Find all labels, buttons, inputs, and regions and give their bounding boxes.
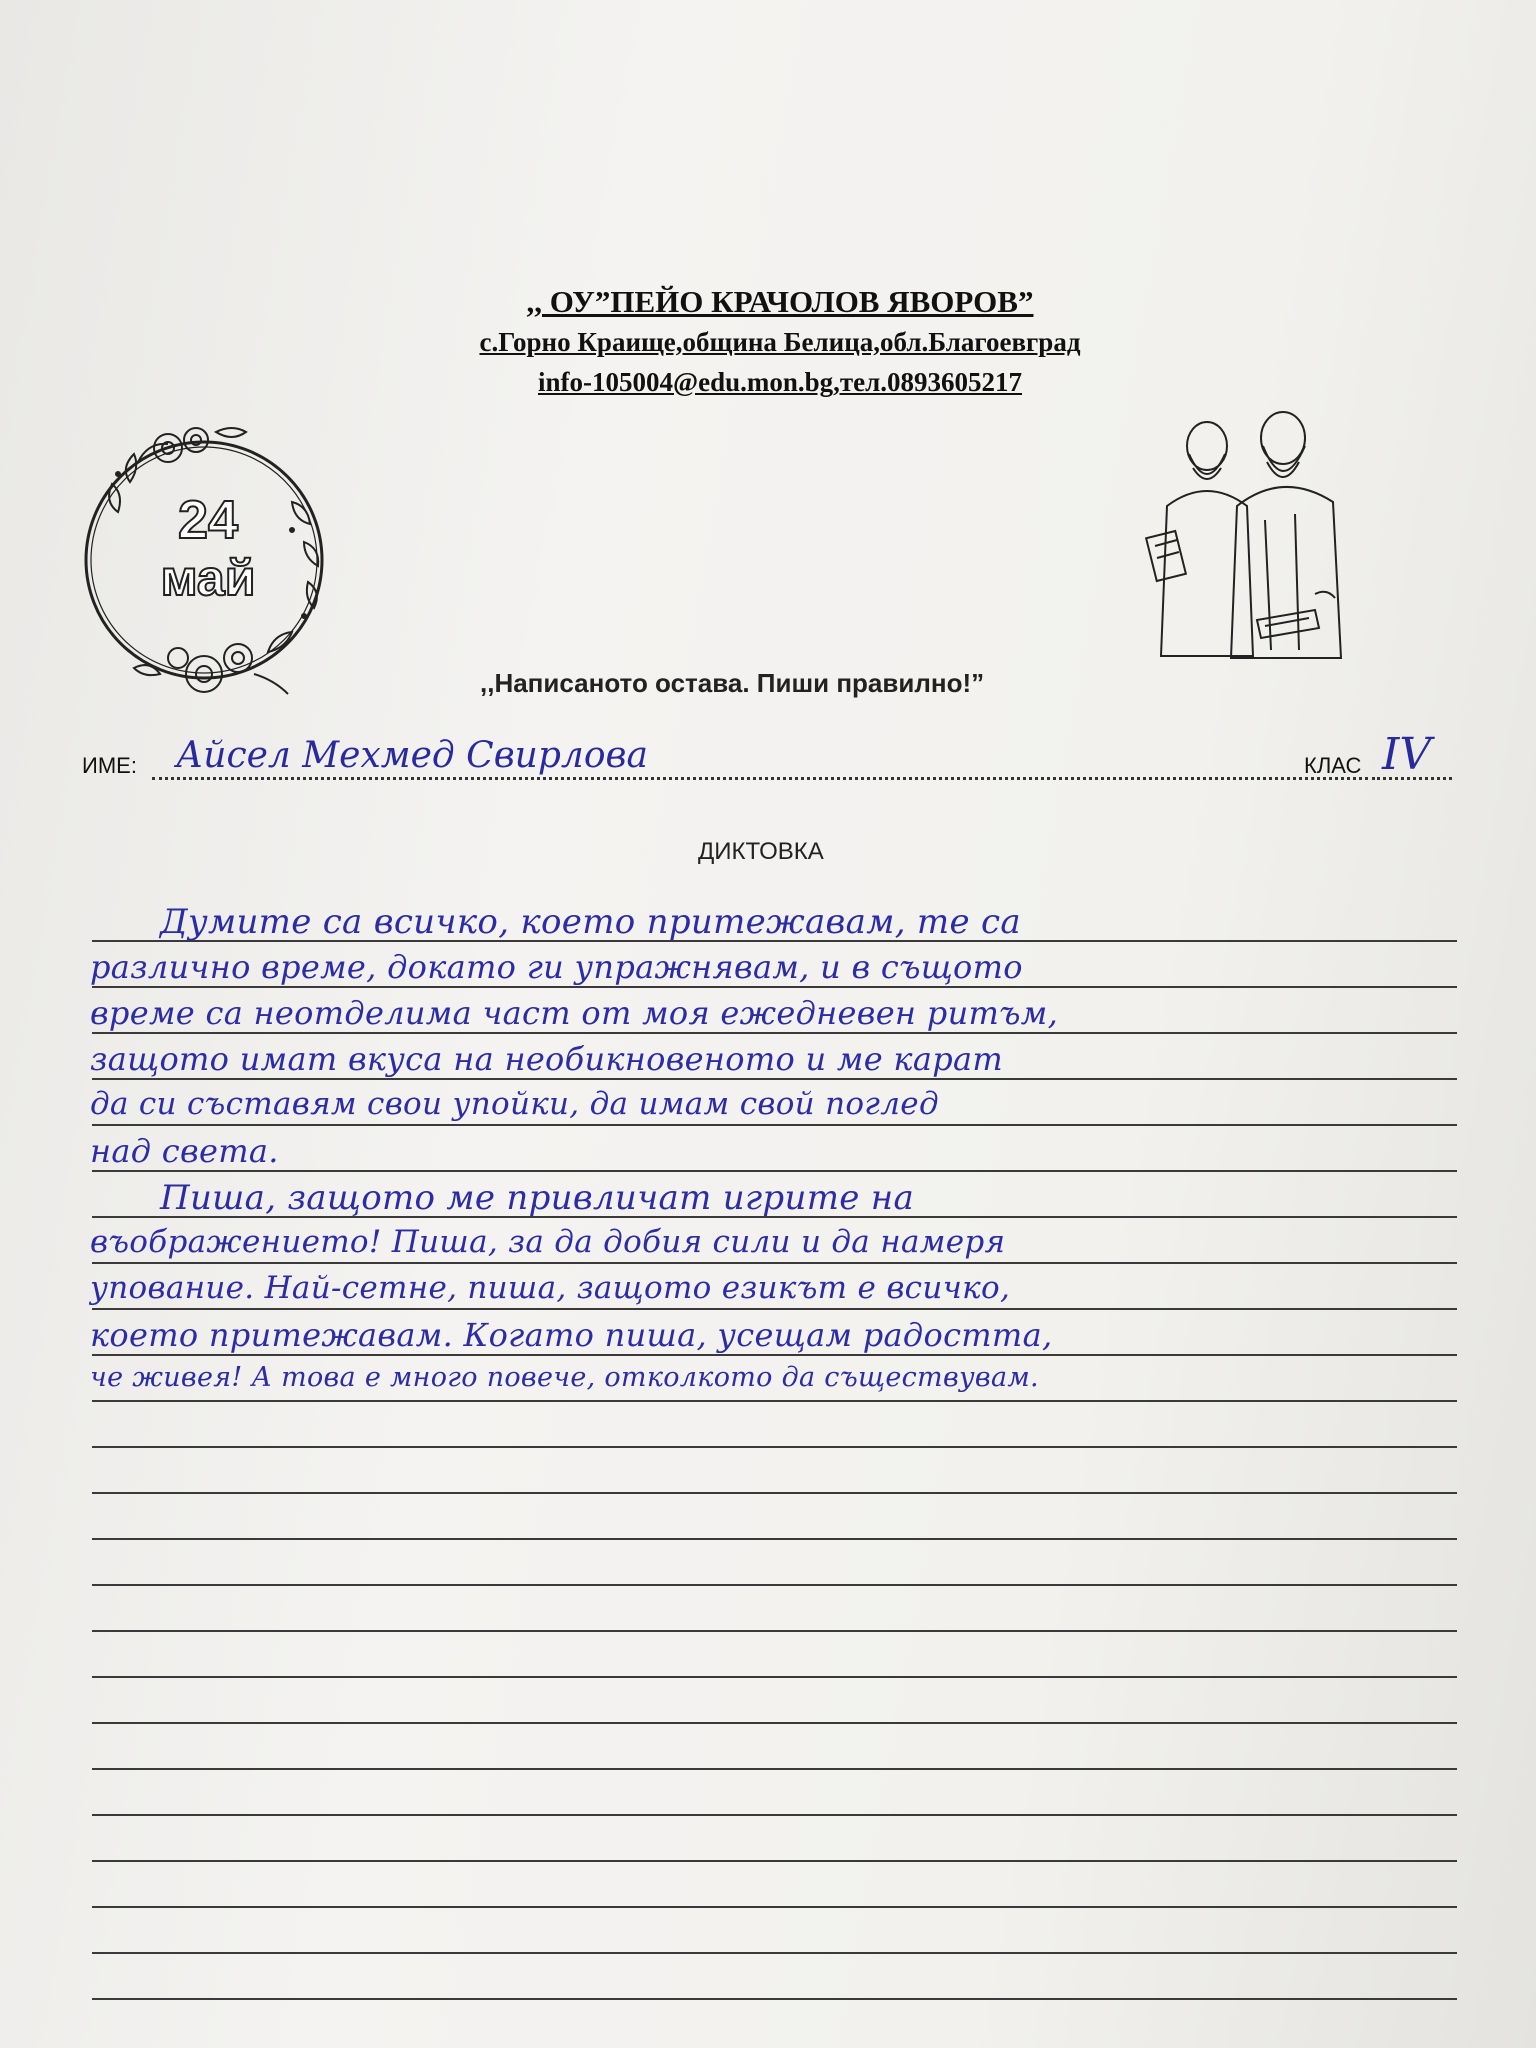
dictation-line: което притежавам. Когато пиша, усещам радостта, (90, 1316, 1053, 1354)
ruled-line (92, 1124, 1457, 1126)
ruled-line (92, 1492, 1457, 1494)
ruled-line (92, 1814, 1457, 1816)
name-field-value: Айсел Мехмед Свирлова (176, 735, 648, 776)
dictation-line: въображението! Пиша, за да добия сили и да намеря (90, 1224, 1006, 1260)
ruled-line (92, 1400, 1457, 1402)
name-dotted-line (152, 777, 1368, 780)
class-field-value: IV (1382, 729, 1432, 780)
ruled-line (92, 1722, 1457, 1724)
dictation-line: над света. (90, 1132, 279, 1170)
dictation-line: различно време, докато ги упражнявам, и в същото (90, 948, 1023, 986)
ruled-line (92, 1308, 1457, 1310)
motto: ,,Написаното остава. Пиши правилно!” (480, 668, 985, 698)
ruled-line (92, 1170, 1457, 1172)
ruled-line (92, 1860, 1457, 1862)
dictation-line: Думите са всичко, което притежавам, те са (160, 902, 1021, 942)
dictation-line: упование. Най-сетне, пиша, защото езикът е всичко, (90, 1270, 1011, 1306)
dictation-line: защото имат вкуса на необикновеното и ме карат (90, 1040, 1004, 1078)
ruled-line (92, 1768, 1457, 1770)
ruled-line (92, 1584, 1457, 1586)
ruled-line (92, 1354, 1457, 1356)
ruled-line (92, 986, 1457, 988)
ruled-line (92, 1630, 1457, 1632)
saints-illustration (1145, 410, 1350, 670)
ruled-line (92, 1538, 1457, 1540)
ruled-line (92, 1032, 1457, 1034)
dictation-line: Пиша, защото ме привличат игрите на (160, 1178, 915, 1218)
dictation-line: време са неотделима част от моя ежедневен ритъм, (90, 994, 1059, 1032)
emblem-month: май (160, 550, 256, 606)
emblem-day: 24 (177, 490, 239, 550)
school-address: с.Горно Краище,община Белица,обл.Благоевград (479, 327, 1081, 357)
school-name: ,, ОУ”ПЕЙО КРАЧОЛОВ ЯВОРОВ” (526, 284, 1034, 319)
dictation-line: да си съставям свои упойки, да имам свой поглед (90, 1086, 939, 1122)
ruled-line (92, 1676, 1457, 1678)
ruled-line (92, 1952, 1457, 1954)
may-24-wreath-emblem (78, 412, 338, 696)
ruled-line (92, 1446, 1457, 1448)
ruled-line (92, 1078, 1457, 1080)
name-label: ИМЕ: (82, 753, 137, 778)
school-header (280, 282, 1280, 402)
class-label: КЛАС (1304, 753, 1362, 778)
ruled-line (92, 1262, 1457, 1264)
school-contact: info-105004@edu.mon.bg,тел.0893605217 (537, 367, 1023, 397)
ruled-line (92, 1906, 1457, 1908)
section-title: ДИКТОВКА (698, 838, 824, 865)
name-class-row (82, 729, 1472, 795)
dictation-line: че живея! А това е много повече, отколкото да съществувам. (90, 1362, 1039, 1393)
ruled-line (92, 1998, 1457, 2000)
saints-drawing (1145, 410, 1350, 670)
